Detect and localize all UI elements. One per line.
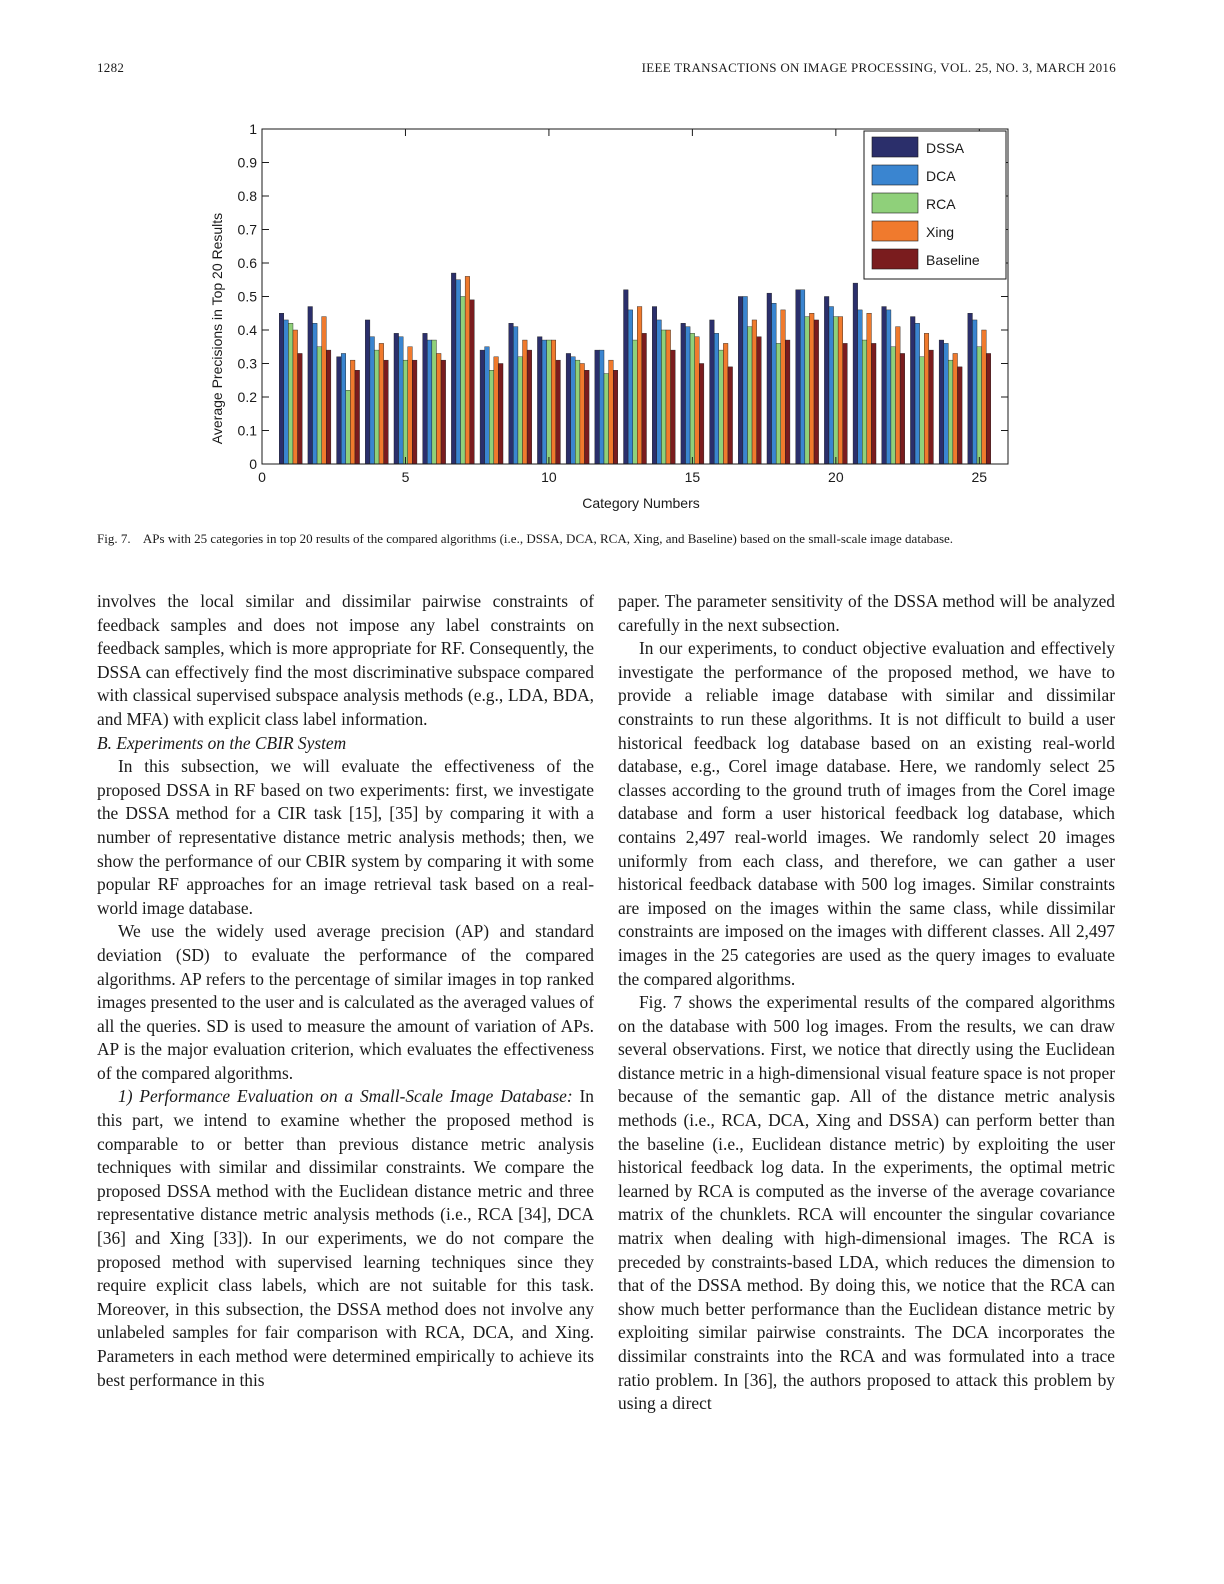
bar-dssa-19 bbox=[796, 290, 801, 464]
bar-dca-3 bbox=[341, 353, 346, 464]
legend-swatch-dca bbox=[872, 165, 918, 185]
paragraph: We use the widely used average precision (AP) and standard deviation (SD) to evaluate the performance of the compared algorithms. AP refers to the percentage of similar images in top ranked images presented to the user and is calculated as the averaged values of all the queries. SD is used to measure the amount of variation of APs. AP is the major evaluation criterion, which evaluates the effectiveness of the compared algorithms. bbox=[97, 921, 594, 1083]
legend-swatch-baseline bbox=[872, 249, 918, 269]
bar-xing-4 bbox=[379, 343, 384, 464]
page-number: 1282 bbox=[97, 60, 125, 75]
bar-rca-11 bbox=[575, 360, 580, 464]
bar-baseline-15 bbox=[699, 364, 704, 465]
bar-dssa-23 bbox=[910, 317, 915, 464]
legend-swatch-dssa bbox=[872, 137, 918, 157]
bar-baseline-10 bbox=[556, 360, 561, 464]
bar-dca-14 bbox=[657, 320, 662, 464]
bar-dssa-22 bbox=[882, 307, 887, 464]
bar-baseline-17 bbox=[757, 337, 762, 464]
bar-xing-18 bbox=[781, 310, 786, 464]
bar-dssa-14 bbox=[652, 307, 657, 464]
bar-dssa-9 bbox=[509, 323, 514, 464]
bar-rca-18 bbox=[776, 343, 781, 464]
journal-header: IEEE TRANSACTIONS ON IMAGE PROCESSING, VOL. 25, NO. 3, MARCH 2016 bbox=[641, 60, 1116, 75]
bar-baseline-6 bbox=[441, 360, 446, 464]
paragraph bbox=[97, 1085, 594, 1392]
bar-xing-1 bbox=[293, 330, 298, 464]
y-tick-label: 0.4 bbox=[237, 322, 257, 338]
figure-caption bbox=[97, 530, 1116, 547]
legend-label-baseline: Baseline bbox=[926, 252, 980, 268]
bar-xing-12 bbox=[609, 360, 614, 464]
bar-dssa-1 bbox=[279, 313, 284, 464]
bar-baseline-13 bbox=[642, 333, 647, 464]
bar-dca-25 bbox=[972, 320, 977, 464]
bar-dca-4 bbox=[370, 337, 375, 464]
bar-rca-24 bbox=[948, 360, 953, 464]
bar-dssa-13 bbox=[624, 290, 629, 464]
caption-label: Fig. 7. bbox=[97, 531, 131, 546]
y-tick-label: 0.7 bbox=[237, 221, 257, 238]
bar-dca-9 bbox=[513, 327, 518, 464]
x-tick-label: 25 bbox=[971, 469, 988, 485]
y-tick-label: 0.2 bbox=[237, 389, 257, 405]
bar-xing-21 bbox=[867, 313, 872, 464]
legend-swatch-rca bbox=[872, 193, 918, 213]
x-tick-label: 15 bbox=[684, 469, 701, 485]
bar-xing-19 bbox=[809, 313, 814, 464]
bar-baseline-25 bbox=[986, 353, 991, 464]
x-tick-label: 20 bbox=[828, 469, 844, 485]
bar-xing-16 bbox=[723, 343, 728, 464]
bar-dca-2 bbox=[312, 323, 317, 464]
subsection-heading: 1) Performance Evaluation on a Small-Scale Image Database: bbox=[118, 1086, 573, 1107]
legend-swatch-xing bbox=[872, 221, 918, 241]
bar-xing-20 bbox=[838, 317, 843, 464]
bar-baseline-8 bbox=[498, 364, 503, 465]
legend-label-dssa: DSSA bbox=[926, 140, 965, 156]
bar-dssa-2 bbox=[308, 307, 313, 464]
y-tick-label: 0.8 bbox=[237, 188, 257, 204]
x-tick-label: 5 bbox=[401, 469, 410, 485]
bar-rca-10 bbox=[547, 340, 552, 464]
bar-rca-7 bbox=[461, 297, 466, 465]
bar-dca-12 bbox=[599, 350, 604, 464]
bar-dca-23 bbox=[915, 323, 920, 464]
bar-rca-14 bbox=[661, 330, 666, 464]
bar-dssa-6 bbox=[423, 333, 428, 464]
bar-dssa-16 bbox=[710, 320, 715, 464]
bar-dca-5 bbox=[399, 337, 404, 464]
y-tick-label: 0.5 bbox=[237, 288, 257, 305]
bar-dssa-15 bbox=[681, 323, 686, 464]
bar-baseline-1 bbox=[298, 353, 303, 464]
bar-rca-19 bbox=[805, 317, 810, 464]
bar-dca-19 bbox=[800, 290, 805, 464]
bar-rca-20 bbox=[834, 317, 839, 464]
bar-xing-13 bbox=[637, 307, 642, 464]
y-tick-label: 1 bbox=[249, 121, 257, 137]
bar-xing-14 bbox=[666, 330, 671, 464]
bar-baseline-14 bbox=[671, 350, 676, 464]
bar-xing-24 bbox=[953, 353, 958, 464]
bar-baseline-24 bbox=[958, 367, 963, 464]
y-tick-label: 0.3 bbox=[237, 355, 257, 372]
y-tick-label: 0.9 bbox=[237, 154, 257, 171]
bar-baseline-12 bbox=[613, 370, 618, 464]
bar-baseline-19 bbox=[814, 320, 819, 464]
bar-dca-6 bbox=[427, 340, 432, 464]
bar-dca-22 bbox=[886, 310, 891, 464]
bar-baseline-7 bbox=[470, 300, 475, 464]
paragraph: In our experiments, to conduct objective evaluation and effectively investigate the performance of the proposed method, we have to provide a reliable image database with similar and dissimilar constraints to run these algorithms. It is not difficult to build a user historical feedback log database based on an existing real-world database, e.g., Corel image database. Here, we randomly select 25 classes according to the ground truth of images from the Corel image database and form a user historical feedback log database, which contains 2,497 real-world images. We randomly select 20 images uniformly from each class, and therefore, we can gather a user historical feedback database with 500 log images. Similar constraints are imposed on the images within the same class, while dissimilar constraints are imposed on the images with different classes. All 2,497 images in the 25 categories are used as the query images to evaluate the compared algorithms. bbox=[618, 638, 1115, 989]
y-axis-label: Average Precisions in Top 20 Results bbox=[209, 212, 225, 445]
bar-rca-16 bbox=[719, 350, 724, 464]
bar-baseline-16 bbox=[728, 367, 733, 464]
paragraph: Fig. 7 shows the experimental results of the compared algorithms on the database with 500 log images. From the results, we can draw several observations. First, we notice that directly using the Euclidean distance metric in a high-dimensional visual feature space is not proper because of the semantic gap. All of the distance metric analysis methods (i.e., RCA, DCA, Xing and DSSA) can perform better than the baseline (i.e., Euclidean distance metric) by exploiting the user historical feedback log data. In the experiments, the optimal metric learned by RCA is computed as the inverse of the average covariance matrix of the chunklets. RCA will encounter the singular covariance matrix when dealing with high-dimensional images. The RCA is preceded by constraints-based LDA, which reduces the dimension to that of the DSSA method. By doing this, we notice that the RCA can show much better performance than the Euclidean distance metric by exploiting similar pairwise constraints. The DCA incorporates the dissimilar constraints into the RCA and was formulated into a trace ratio problem. In [36], the authors proposed to attack this problem by using a direct bbox=[618, 992, 1115, 1414]
bar-rca-15 bbox=[690, 333, 695, 464]
bar-dca-11 bbox=[571, 357, 576, 464]
bar-rca-12 bbox=[604, 374, 609, 464]
legend-label-xing: Xing bbox=[926, 224, 955, 240]
bar-rca-4 bbox=[374, 350, 379, 464]
bar-xing-17 bbox=[752, 320, 757, 464]
bar-dssa-10 bbox=[537, 337, 542, 464]
paragraph: In this subsection, we will evaluate the effectiveness of the proposed DSSA in RF based on two experiments: first, we investigate the DSSA method for a CIR task [15], [35] by comparing it with a number of representative distance metric analysis methods; then, we show the performance of our CBIR system by comparing it with some popular RF approaches for an image retrieval task based on a real-world image database. bbox=[97, 756, 594, 918]
bar-xing-25 bbox=[982, 330, 987, 464]
bar-xing-22 bbox=[896, 327, 901, 464]
bar-xing-23 bbox=[924, 333, 929, 464]
bar-dssa-3 bbox=[337, 357, 342, 464]
left-column bbox=[97, 590, 594, 1392]
bar-rca-21 bbox=[862, 340, 867, 464]
figure-7 bbox=[0, 110, 1224, 530]
bar-dca-20 bbox=[829, 307, 834, 464]
bar-dca-16 bbox=[714, 333, 719, 464]
bar-dca-18 bbox=[772, 303, 777, 464]
bar-rca-17 bbox=[747, 327, 752, 464]
bar-dca-1 bbox=[284, 320, 289, 464]
bar-xing-8 bbox=[494, 357, 499, 464]
bar-dca-8 bbox=[485, 347, 490, 464]
bar-xing-15 bbox=[695, 337, 700, 464]
bar-baseline-22 bbox=[900, 353, 905, 464]
bar-xing-10 bbox=[551, 340, 556, 464]
bar-xing-6 bbox=[436, 353, 441, 464]
bar-dca-7 bbox=[456, 280, 461, 464]
bar-xing-5 bbox=[408, 347, 413, 464]
y-tick-label: 0 bbox=[249, 456, 257, 472]
bar-rca-8 bbox=[489, 370, 494, 464]
bar-dssa-8 bbox=[480, 350, 485, 464]
bar-xing-7 bbox=[465, 276, 470, 464]
bar-baseline-4 bbox=[384, 360, 389, 464]
bar-chart bbox=[0, 110, 1224, 530]
bar-xing-2 bbox=[322, 317, 327, 464]
bar-dssa-20 bbox=[824, 297, 829, 465]
bar-baseline-23 bbox=[929, 350, 934, 464]
y-tick-label: 0.1 bbox=[237, 422, 257, 439]
bar-dssa-7 bbox=[451, 273, 456, 464]
bar-rca-13 bbox=[633, 340, 638, 464]
bar-dca-10 bbox=[542, 340, 547, 464]
bar-rca-5 bbox=[403, 360, 408, 464]
bar-baseline-21 bbox=[871, 343, 876, 464]
bar-rca-25 bbox=[977, 347, 982, 464]
bar-rca-22 bbox=[891, 347, 896, 464]
section-heading: B. Experiments on the CBIR System bbox=[97, 732, 347, 753]
paragraph: paper. The parameter sensitivity of the DSSA method will be analyzed carefully in the next subsection. bbox=[618, 591, 1115, 635]
bar-dssa-25 bbox=[968, 313, 973, 464]
x-axis-label: Category Numbers bbox=[582, 495, 700, 511]
bar-rca-9 bbox=[518, 357, 523, 464]
bar-dca-21 bbox=[858, 310, 863, 464]
legend-label-dca: DCA bbox=[926, 168, 956, 184]
x-tick-label: 10 bbox=[541, 469, 557, 485]
right-column bbox=[618, 590, 1115, 1416]
bar-rca-6 bbox=[432, 340, 437, 464]
bar-baseline-11 bbox=[585, 370, 590, 464]
bar-baseline-3 bbox=[355, 370, 360, 464]
paragraph: involves the local similar and dissimilar pairwise constraints of feedback samples and does not impose any label constraints on feedback samples, which is more appropriate for RF. Consequently, the DSSA can effectively find the most discriminative subspace compared with classical supervised subspace analysis methods (e.g., LDA, BDA, and MFA) with explicit class label information. bbox=[97, 591, 594, 729]
bar-dca-15 bbox=[685, 327, 690, 464]
bar-dca-13 bbox=[628, 310, 633, 464]
paragraph-text: In this part, we intend to examine whether the proposed method is comparable to or better than previous distance metric analysis techniques with similar and dissimilar constraints. We compare the proposed DSSA method with the Euclidean distance metric and three representative distance metric analysis methods (i.e., RCA [34], DCA [36] and Xing [33]). In our experiments, we do not compare the proposed method with supervised learning techniques since they require explicit class labels, which are not suitable for this task. Moreover, in this subsection, the DSSA method does not involve any unlabeled samples for fair comparison with RCA, DCA, and Xing. Parameters in each method were determined empirically to achieve its best performance in this bbox=[97, 1086, 594, 1390]
bar-baseline-2 bbox=[326, 350, 331, 464]
bar-dca-17 bbox=[743, 297, 748, 465]
bar-dssa-12 bbox=[595, 350, 600, 464]
bar-baseline-18 bbox=[785, 340, 790, 464]
bar-dssa-18 bbox=[767, 293, 772, 464]
bar-dssa-4 bbox=[365, 320, 370, 464]
bar-dssa-11 bbox=[566, 353, 571, 464]
bar-rca-1 bbox=[288, 323, 293, 464]
bar-baseline-5 bbox=[412, 360, 417, 464]
bar-baseline-9 bbox=[527, 350, 532, 464]
bar-rca-3 bbox=[346, 390, 351, 464]
bar-dssa-17 bbox=[738, 297, 743, 465]
bar-dssa-24 bbox=[939, 340, 944, 464]
bar-xing-11 bbox=[580, 364, 585, 465]
y-tick-label: 0.6 bbox=[237, 255, 257, 271]
legend-label-rca: RCA bbox=[926, 196, 956, 212]
bar-rca-23 bbox=[920, 357, 925, 464]
bar-dssa-21 bbox=[853, 283, 858, 464]
bar-xing-9 bbox=[523, 340, 528, 464]
bar-dca-24 bbox=[944, 343, 949, 464]
x-tick-label: 0 bbox=[258, 469, 266, 485]
bar-baseline-20 bbox=[843, 343, 848, 464]
caption-text: APs with 25 categories in top 20 results of the compared algorithms (i.e., DSSA, DCA, RCA, Xing, and Baseline) based on the small-scale image database. bbox=[142, 531, 954, 546]
bar-rca-2 bbox=[317, 347, 322, 464]
bar-xing-3 bbox=[350, 360, 355, 464]
bar-dssa-5 bbox=[394, 333, 399, 464]
